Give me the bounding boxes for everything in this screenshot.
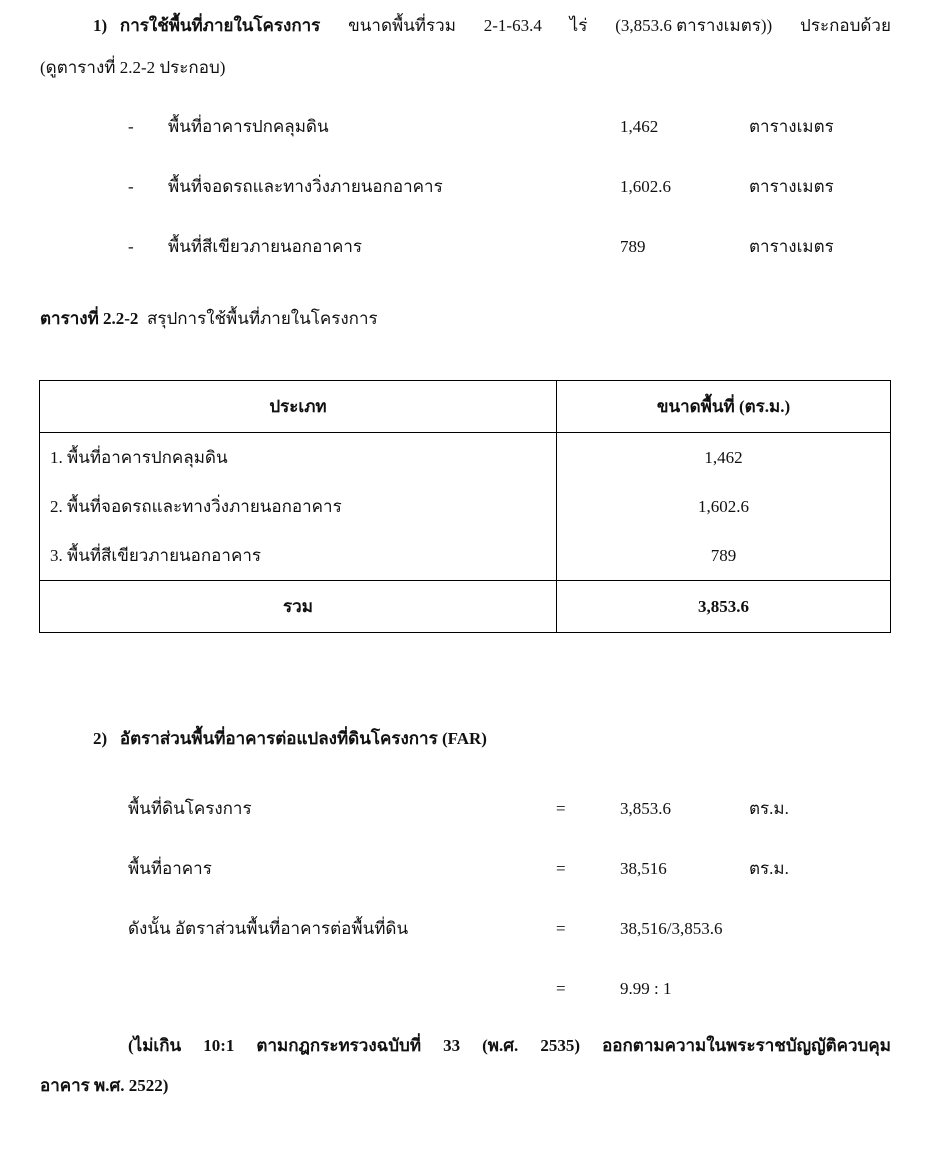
section2-title: อัตราส่วนพื้นที่อาคารต่อแปลงที่ดินโครงการ (FAR) <box>119 729 487 748</box>
table-caption <box>40 308 378 330</box>
far-value: 38,516 <box>620 859 667 878</box>
far-unit: ตร.ม. <box>749 859 789 878</box>
table-row <box>40 482 891 531</box>
far-equals: = <box>556 859 566 878</box>
item-bullet: - <box>128 117 134 136</box>
row-area: 1,462 <box>557 433 891 483</box>
note-part: 33 <box>443 1036 461 1055</box>
item-bullet: - <box>128 237 134 256</box>
far-value: 38,516/3,853.6 <box>620 919 723 938</box>
row-area: 1,602.6 <box>557 482 891 531</box>
summary-table <box>39 380 891 633</box>
note-part: (พ.ศ. <box>482 1036 519 1055</box>
item-label: พื้นที่อาคารปกคลุมดิน <box>168 117 329 136</box>
far-label: ดังนั้น อัตราส่วนพื้นที่อาคารต่อพื้นที่ดิน <box>128 919 409 938</box>
section2-heading <box>93 728 487 750</box>
section1-number: 1) <box>93 16 108 35</box>
item-label: พื้นที่จอดรถและทางวิ่งภายนอกอาคาร <box>168 177 443 196</box>
note-part: 10:1 <box>203 1036 235 1055</box>
far-unit: ตร.ม. <box>749 799 789 818</box>
item-unit: ตารางเมตร <box>749 117 834 136</box>
far-equals: = <box>556 919 566 938</box>
far-label: พื้นที่ดินโครงการ <box>128 799 252 818</box>
section1-desc-1: ขนาดพื้นที่รวม <box>348 16 456 35</box>
far-equals: = <box>556 979 566 998</box>
section1-desc-3: ไร่ <box>569 16 588 35</box>
total-label: รวม <box>40 581 557 633</box>
row-type: 3. พื้นที่สีเขียวภายนอกอาคาร <box>40 531 557 581</box>
item-bullet: - <box>128 177 134 196</box>
item-label: พื้นที่สีเขียวภายนอกอาคาร <box>168 237 362 256</box>
table-caption-text: สรุปการใช้พื้นที่ภายในโครงการ <box>146 309 378 328</box>
item-value: 789 <box>620 237 646 256</box>
far-value: 3,853.6 <box>620 799 671 818</box>
note-part: 2535) <box>540 1036 581 1055</box>
far-equals: = <box>556 799 566 818</box>
note-part: (ไม่เกิน <box>128 1036 182 1055</box>
table-header-row <box>40 381 891 433</box>
note-line2: อาคาร พ.ศ. 2522) <box>40 1076 169 1095</box>
item-value: 1,602.6 <box>620 177 671 196</box>
item-unit: ตารางเมตร <box>749 237 834 256</box>
note-line1 <box>128 1035 891 1057</box>
table-total-row <box>40 581 891 633</box>
total-value: 3,853.6 <box>557 581 891 633</box>
note-part: ออกตามความในพระราชบัญญัติควบคุม <box>602 1036 891 1055</box>
section1-heading-line <box>93 15 891 37</box>
far-value: 9.99 : 1 <box>620 979 672 998</box>
row-type: 1. พื้นที่อาคารปกคลุมดิน <box>40 433 557 483</box>
table-row <box>40 531 891 581</box>
header-type: ประเภท <box>40 381 557 433</box>
section1-desc-2: 2-1-63.4 <box>483 16 542 35</box>
item-value: 1,462 <box>620 117 659 136</box>
item-unit: ตารางเมตร <box>749 177 834 196</box>
section1-heading <box>93 15 320 37</box>
table-row <box>40 433 891 483</box>
note-part: ตามกฎกระทรวงฉบับที่ <box>256 1036 422 1055</box>
section2-number: 2) <box>93 729 108 748</box>
header-area: ขนาดพื้นที่ (ตร.ม.) <box>557 381 891 433</box>
far-label: พื้นที่อาคาร <box>128 859 212 878</box>
row-area: 789 <box>557 531 891 581</box>
row-type: 2. พื้นที่จอดรถและทางวิ่งภายนอกอาคาร <box>40 482 557 531</box>
section1-desc-5: ประกอบด้วย <box>800 16 891 35</box>
section1-desc-4: (3,853.6 ตารางเมตร)) <box>615 16 773 35</box>
section1-desc-line2: (ดูตารางที่ 2.2-2 ประกอบ) <box>40 58 226 77</box>
table-caption-label: ตารางที่ 2.2-2 <box>40 309 139 328</box>
section1-title: การใช้พื้นที่ภายในโครงการ <box>119 16 321 35</box>
